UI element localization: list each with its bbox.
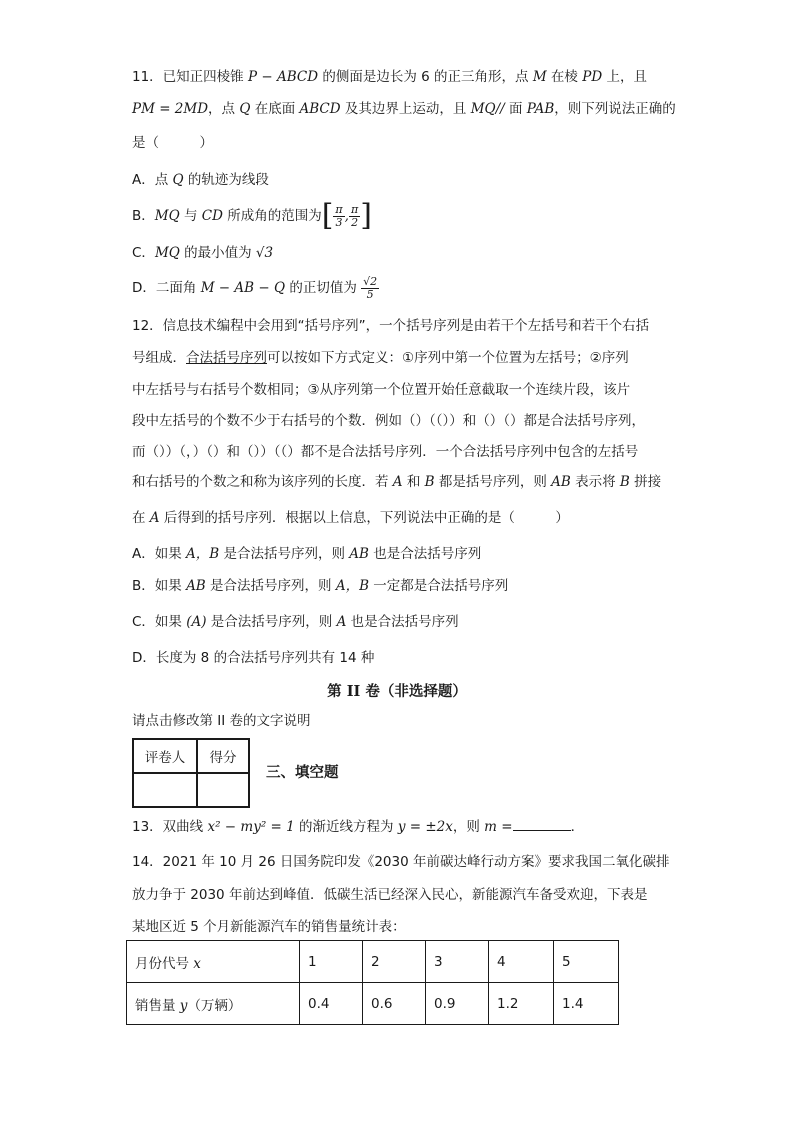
text: ，则下列说法正确的 (554, 101, 676, 117)
text: 的最小值为 (179, 245, 256, 261)
math: ABCD (299, 101, 341, 117)
q11-option-d[interactable] (132, 270, 379, 306)
math: (A) (186, 614, 207, 630)
q14-line-3: 某地区近 5 个月新能源汽车的销售量统计表： (132, 919, 406, 935)
q11-line-2 (132, 99, 676, 119)
q12-line-6 (132, 472, 661, 492)
table-row (127, 941, 619, 983)
math: y (179, 997, 188, 1014)
text: 月份代号 (135, 955, 194, 972)
text: A．如果 (132, 546, 187, 562)
table-cell: 2 (363, 941, 426, 983)
text: 面 (504, 101, 527, 117)
q12-option-a[interactable] (132, 544, 481, 564)
denominator: 5 (366, 287, 374, 301)
math: B (619, 474, 630, 490)
q12-option-b[interactable] (132, 576, 508, 596)
text: ． (570, 819, 585, 835)
math: AB (551, 474, 571, 490)
text: C． (132, 245, 155, 261)
text: 11．已知正四棱锥 (132, 69, 248, 85)
table-cell: 1 (300, 941, 363, 983)
math: A，B (335, 578, 369, 594)
math: CD (201, 208, 223, 224)
sales-table (126, 940, 619, 1025)
score-header: 得分 (197, 739, 249, 773)
text: B． (132, 208, 155, 224)
left-bracket: [ (321, 198, 334, 233)
math: A (392, 474, 403, 490)
text: 和右括号的个数之和称为该序列的长度．若 (132, 474, 393, 490)
table-cell: 1.4 (554, 983, 619, 1025)
text: 是合法括号序列，则 (205, 578, 336, 594)
text: 的轨迹为线段 (183, 172, 269, 188)
text: 后得到的括号序列．根据以上信息，下列说法中正确的是（ ） (159, 510, 569, 526)
text: 是合法括号序列，则 (206, 614, 337, 630)
text: 一定都是合法括号序列 (369, 578, 509, 594)
q12-line-1: 12．信息技术编程中会用到“括号序列”，一个括号序列是由若干个左括号和若干个右括 (132, 318, 650, 334)
q14-line-2: 放力争于 2030 年前达到峰值．低碳生活已经深入民心，新能源汽车备受欢迎，下表是 (132, 887, 648, 903)
text: 与 (179, 208, 202, 224)
fraction (361, 276, 379, 301)
q12-line-4: 段中左括号的个数不少于右括号的个数．例如（）（（））和（）（）都是合法括号序列， (132, 413, 645, 429)
text: ，则 (452, 819, 485, 835)
q11-option-c[interactable] (132, 243, 273, 263)
numerator: π (350, 202, 359, 216)
text: C．如果 (132, 614, 187, 630)
row-header (127, 983, 300, 1025)
math: PAB (526, 101, 555, 117)
math: M (532, 69, 547, 85)
math: B (424, 474, 435, 490)
math: P − ABCD (247, 69, 319, 85)
math: AB (349, 546, 369, 562)
math: m = (484, 819, 513, 835)
text: ，点 (208, 101, 240, 117)
q13-line (132, 817, 584, 837)
text: 和 (402, 474, 425, 490)
text: 在底面 (250, 101, 300, 117)
fraction (333, 204, 344, 229)
math: PM = 2MD (132, 101, 209, 117)
grader-header: 评卷人 (133, 739, 197, 773)
table-cell: 4 (489, 941, 554, 983)
text: 的正切值为 (285, 280, 362, 296)
text: D．二面角 (132, 280, 201, 296)
math: √3 (255, 245, 274, 261)
underlined-term: 合法括号序列 (186, 350, 267, 366)
text: 在 (132, 510, 150, 526)
denominator: 2 (351, 215, 359, 229)
text: 表示将 (570, 474, 620, 490)
text: 销售量 (135, 997, 180, 1014)
text: （万辆） (187, 997, 242, 1014)
q12-option-d[interactable]: D．长度为 8 的合法括号序列共有 14 种 (132, 650, 375, 666)
row-header (127, 941, 300, 983)
fill-in-heading: 三、填空题 (266, 765, 339, 781)
grader-cell[interactable] (133, 773, 197, 807)
answer-blank[interactable] (513, 817, 571, 831)
text: A．点 (132, 172, 173, 188)
text: 所成角的范围为 (222, 208, 322, 224)
text: 也是合法括号序列 (368, 546, 482, 562)
text: 可以按如下方式定义：①序列中第一个位置为左括号；②序列 (267, 350, 629, 366)
math: Q (239, 101, 251, 117)
math: AB (186, 578, 206, 594)
numerator: π (335, 202, 343, 216)
table-cell: 0.4 (300, 983, 363, 1025)
math: x² − my² = 1 (207, 819, 295, 835)
text: 拼接 (629, 474, 662, 490)
text: 13．双曲线 (132, 819, 208, 835)
text: 都是括号序列，则 (434, 474, 552, 490)
numerator: √2 (363, 274, 378, 288)
math: A，B (186, 546, 220, 562)
table-cell: 0.6 (363, 983, 426, 1025)
text: 是合法括号序列，则 (219, 546, 350, 562)
q12-line-7 (132, 508, 569, 528)
text: 的侧面是边长为 6 的正三角形，点 (318, 69, 533, 85)
q11-line-3: 是（ ） (132, 135, 213, 151)
text: B．如果 (132, 578, 187, 594)
math: MQ (154, 208, 180, 224)
q12-line-2 (132, 348, 629, 368)
section-title: 第 II 卷（非选择题） (327, 683, 467, 700)
math: Q (172, 172, 184, 188)
q11-option-b[interactable] (132, 198, 372, 234)
section-note[interactable]: 请点击修改第 II 卷的文字说明 (132, 713, 311, 729)
text: 号组成． (132, 350, 186, 366)
q12-line-5: 而（））（，）（）和（））（（）都不是合法括号序列．一个合法括号序列中包含的左括号 (132, 444, 639, 460)
math: y = ±2x (397, 819, 453, 835)
math: PD (582, 69, 603, 85)
denominator: 3 (335, 215, 343, 229)
table-cell: 0.9 (426, 983, 489, 1025)
text: 及其边界上运动，且 (340, 101, 471, 117)
table-row (127, 983, 619, 1025)
q12-option-c[interactable] (132, 612, 459, 632)
score-cell[interactable] (197, 773, 249, 807)
text: 在棱 (546, 69, 583, 85)
table-cell: 1.2 (489, 983, 554, 1025)
math: MQ (154, 245, 180, 261)
q11-option-a[interactable] (132, 170, 269, 190)
q14-line-1: 14．2021 年 10 月 26 日国务院印发《2030 年前碳达峰行动方案》要求我国二氧化碳排 (132, 854, 670, 870)
math: x (193, 955, 201, 972)
table-cell: 3 (426, 941, 489, 983)
text: 也是合法括号序列 (346, 614, 459, 630)
grader-table (132, 738, 250, 808)
math: M − AB − Q (200, 280, 286, 296)
q11-line-1 (132, 67, 647, 87)
right-bracket: ] (360, 198, 372, 233)
comma: , (344, 208, 349, 224)
math: A (336, 614, 347, 630)
text: 上，且 (602, 69, 647, 85)
text: 的渐近线方程为 (294, 819, 398, 835)
math: A (149, 510, 160, 526)
q12-line-3: 中左括号与右括号个数相同；③从序列第一个位置开始任意截取一个连续片段，该片 (132, 382, 631, 398)
fraction (349, 204, 360, 229)
table-cell: 5 (554, 941, 619, 983)
math: MQ// (470, 101, 505, 117)
